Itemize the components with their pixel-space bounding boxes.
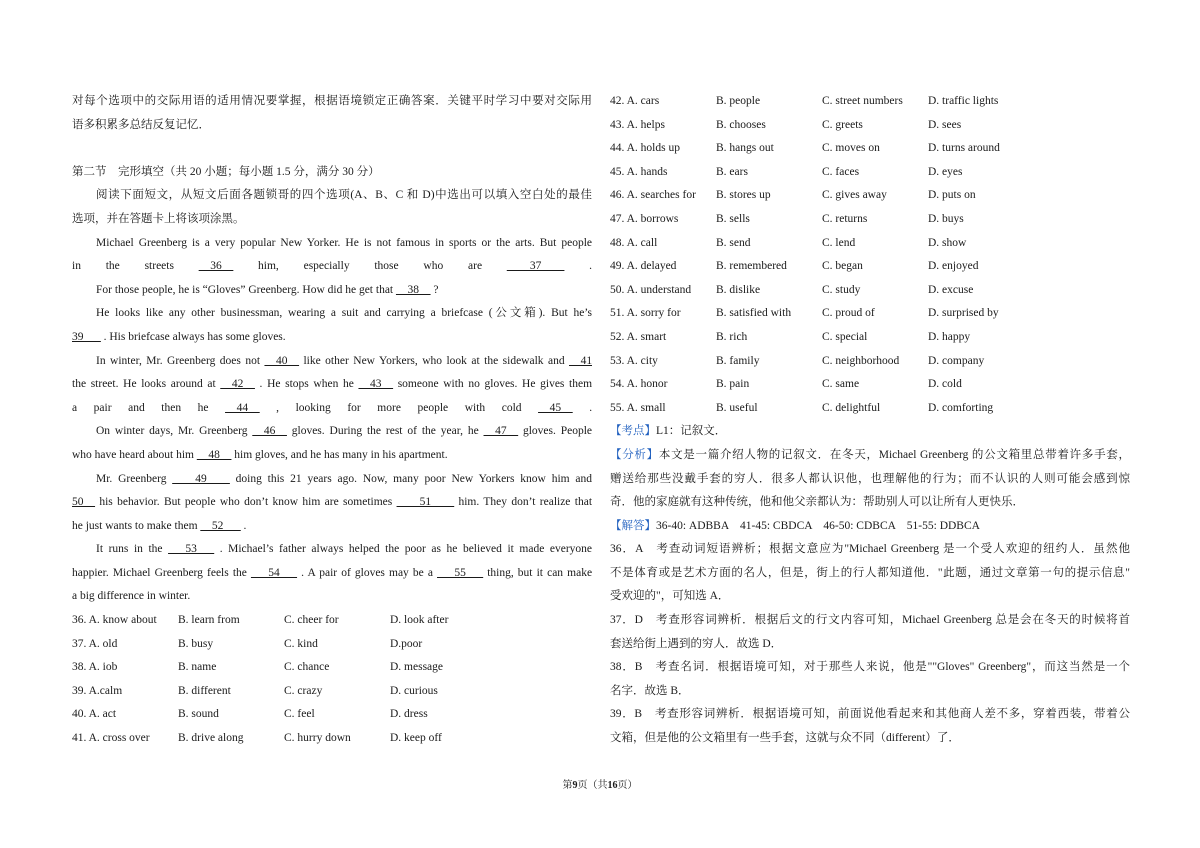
option-c: C. kind — [284, 637, 318, 650]
footer-prefix: 第 — [562, 780, 573, 791]
fenxi-text: 本文是一篇介绍人物的记叙文．在冬天，Michael Greenberg 的公文箱里总带着许多手套， — [658, 448, 1130, 461]
passage-text: someone with no gloves. He gives them — [397, 378, 592, 391]
passage-line — [72, 562, 592, 586]
passage-text: He looks like any other businessman, wearing a suit and carrying a briefcase (公文箱). But he’s — [96, 307, 592, 320]
passage-text: him gloves, and he has many in his apartment. — [234, 448, 448, 461]
blank: __42__ — [220, 378, 255, 391]
option-c: C. street numbers — [822, 95, 903, 107]
passage-line — [72, 444, 592, 468]
section-title: 第二节 完形填空（共 20 小题；每小题 1.5 分，满分 30 分） — [72, 165, 380, 178]
passage-text: arts. But people — [515, 236, 592, 249]
option-d: D. cold — [928, 378, 962, 391]
option-c: C. same — [822, 378, 860, 391]
option-row — [72, 703, 592, 727]
passage-text: ? — [433, 283, 439, 296]
option-b: B. busy — [178, 637, 214, 650]
kaodian-text: L1：记叙文． — [656, 425, 727, 438]
blank: 39___ — [72, 330, 101, 343]
option-b: B. stores up — [716, 189, 771, 202]
option-row — [610, 161, 1130, 185]
blank: ____51____ — [396, 496, 455, 509]
passage-line — [72, 585, 592, 609]
left-options-list — [72, 609, 592, 751]
blank: __45__ — [538, 401, 573, 414]
option-c: C. returns — [822, 212, 868, 225]
option-a: 43. A. helps — [610, 118, 665, 131]
option-d: D. buys — [928, 212, 964, 225]
explanation-line: 39．B 考查形容词辨析．根据语境可知，前面说他看起来和其他商人差不多，穿着西装，带着公 — [610, 708, 1130, 721]
passage-text: him, especially those who are — [258, 260, 483, 273]
passage-line — [72, 420, 592, 444]
option-a: 46. A. searches for — [610, 189, 696, 202]
option-b: B. dislike — [716, 283, 761, 296]
explanation-line: 不是体育或是艺术方面的名人，但是，街上的行人都知道他．"此题，通过文章第一句的提示信息" — [610, 566, 1130, 579]
passage-line — [72, 255, 592, 279]
blank: ____49____ — [172, 472, 230, 485]
passage-text: , looking for more people with cold — [276, 401, 522, 414]
option-c: C. moves on — [822, 142, 880, 155]
option-b: B. useful — [716, 401, 758, 414]
option-a: 44. A. holds up — [610, 142, 680, 155]
option-row — [610, 302, 1130, 326]
fenxi-line: 赠送给那些没戴手套的穷人．很多人都认识他，也理解他的行为；而不认识的人则可能会感到惊 — [610, 472, 1130, 485]
option-row — [72, 633, 592, 657]
passage-text: Mr. Greenberg — [96, 472, 167, 485]
option-a: 47. A. borrows — [610, 212, 679, 225]
answer-explanations — [610, 538, 1130, 750]
passage-text: like other New Yorkers, who look at the sidewalk and — [303, 354, 565, 367]
explanation-line: 36．A 考查动词短语辨析；根据文意应为"Michael Greenberg 是一个受人欢迎的纽约人．虽然他 — [610, 543, 1130, 556]
passage-line — [72, 232, 592, 256]
passage-line — [72, 373, 592, 397]
blank: __40__ — [264, 354, 300, 367]
right-column — [610, 90, 1130, 751]
option-b: B. family — [716, 354, 760, 367]
option-a: 53. A. city — [610, 354, 658, 367]
option-row — [610, 184, 1130, 208]
blank: __41 — [569, 354, 592, 367]
option-c: C. crazy — [284, 684, 323, 697]
passage-line — [72, 326, 592, 350]
passage-line — [72, 302, 592, 326]
option-a: 39. A.calm — [72, 684, 123, 697]
option-b: B. people — [716, 95, 761, 107]
passage-text: . Michael’s father always helped the poor as he believed it made everyone — [219, 543, 592, 556]
blank: __43__ — [358, 378, 394, 391]
right-options-list — [610, 90, 1130, 420]
option-d: D. message — [390, 661, 444, 674]
option-b: B. remembered — [716, 260, 787, 273]
blank: 50__ — [72, 496, 95, 509]
blank: __52___ — [200, 519, 241, 532]
passage-text: thing, but it can make — [487, 566, 592, 579]
passage-line — [72, 350, 592, 374]
option-c: C. began — [822, 260, 863, 273]
option-d: D. company — [928, 354, 985, 367]
option-c: C. greets — [822, 118, 863, 131]
passage-text: who have heard about him — [72, 448, 194, 461]
option-a: 49. A. delayed — [610, 260, 677, 273]
option-row — [72, 727, 592, 751]
blank: __38__ — [396, 283, 431, 296]
option-d: D. happy — [928, 330, 971, 343]
passage-text: . — [243, 519, 247, 532]
fenxi-line: 奇．他的家庭就有这种传统，他和他父亲都认为：帮助别人可以让所有人更快乐． — [610, 496, 1024, 509]
option-row — [610, 232, 1130, 256]
option-a: 54. A. honor — [610, 378, 668, 391]
option-d: D. show — [928, 236, 967, 249]
blank: ___53___ — [168, 543, 215, 556]
intro-line: 对每个选项中的交际用语的适用情况要掌握，根据语境锁定正确答案．关键平时学习中要对交际用 — [72, 95, 592, 107]
option-d: D. eyes — [928, 165, 963, 178]
page-footer — [0, 776, 1200, 791]
passage-text: happier. Michael Greenberg feels the — [72, 566, 247, 579]
option-row — [610, 90, 1130, 114]
left-column — [72, 90, 592, 751]
option-d: D. enjoyed — [928, 260, 979, 273]
option-c: C. delightful — [822, 401, 881, 414]
option-a: 37. A. old — [72, 637, 118, 650]
kaodian-line — [610, 420, 1130, 444]
option-b: B. rich — [716, 330, 748, 343]
intro-line: 语多积累多总结反复记忆． — [72, 118, 210, 131]
option-b: B. chooses — [716, 118, 766, 131]
explanation-line: 名字．故选 B． — [610, 684, 690, 697]
passage-text: he just wants to make them — [72, 519, 198, 532]
option-a: 38. A. iob — [72, 661, 118, 674]
option-c: C. gives away — [822, 189, 887, 202]
explanation-line: 套送给街上遇到的穷人．故选 D． — [610, 637, 783, 650]
blank: __44__ — [225, 401, 260, 414]
instruction-line: 阅读下面短文，从短文后面各题锁哥的四个选项(A、B、C 和 D)中选出可以填入空白处的最佳 — [96, 189, 592, 202]
passage-text: . — [589, 401, 592, 414]
passage-text: For those people, he is “Gloves” Greenberg. How did he get that — [96, 283, 394, 296]
passage-text: On winter days, Mr. Greenberg — [96, 425, 248, 438]
option-row — [610, 373, 1130, 397]
option-c: C. study — [822, 283, 861, 296]
option-d: D. comforting — [928, 401, 994, 414]
passage-line — [72, 397, 592, 421]
option-c: C. chance — [284, 661, 330, 674]
passage-text: . — [589, 260, 592, 273]
option-c: C. hurry down — [284, 732, 351, 745]
option-a: 51. A. sorry for — [610, 307, 681, 320]
option-row — [610, 326, 1130, 350]
option-a: 42. A. cars — [610, 95, 660, 107]
option-b: B. satisfied with — [716, 307, 792, 320]
passage-line — [72, 279, 592, 303]
option-c: C. proud of — [822, 307, 875, 320]
option-row — [610, 114, 1130, 138]
explanation-line: 受欢迎的"，可知选 A． — [610, 590, 730, 603]
passage-text: doing this 21 years ago. Now, many poor New Yorkers know him and — [235, 472, 592, 485]
passage-text: . He stops when he — [259, 378, 354, 391]
option-a: 55. A. small — [610, 401, 666, 414]
option-row — [610, 397, 1130, 421]
blank: __48__ — [196, 448, 232, 461]
passage-text: in the streets — [72, 260, 174, 273]
blank: ____37____ — [506, 260, 565, 273]
option-d: D. keep off — [390, 732, 442, 745]
explanation-line: 文箱，但是他的公文箱里有一些手套，这就与众不同（different）了． — [610, 732, 960, 745]
option-c: C. neighborhood — [822, 354, 900, 367]
option-a: 36. A. know about — [72, 614, 157, 627]
footer-suffix: 页） — [617, 780, 638, 791]
blank: __46__ — [252, 425, 287, 438]
option-row — [610, 279, 1130, 303]
option-a: 48. A. call — [610, 236, 658, 249]
option-row — [610, 208, 1130, 232]
passage-line — [72, 538, 592, 562]
option-b: B. hangs out — [716, 142, 774, 155]
passage-text: his behavior. But people who don’t know him are sometimes — [99, 496, 393, 509]
option-a: 50. A. understand — [610, 283, 692, 296]
option-d: D. curious — [390, 684, 438, 697]
blank: __36__ — [198, 260, 234, 273]
passage-text: . His briefcase always has some gloves. — [103, 330, 286, 343]
option-b: B. sells — [716, 212, 750, 225]
option-b: B. drive along — [178, 732, 244, 745]
option-b: B. ears — [716, 165, 748, 178]
option-d: D. puts on — [928, 189, 976, 202]
passage-line — [72, 468, 592, 492]
passage-text: a pair and then he — [72, 401, 209, 414]
passage-text: Michael Greenberg is a very popular New Yorker. He is not famous in sports or the — [96, 236, 511, 249]
option-row — [72, 656, 592, 680]
option-d: D. dress — [390, 708, 428, 721]
option-a: 45. A. hands — [610, 165, 668, 178]
page-number: 9 — [572, 780, 578, 791]
instruction-line: 选项，并在答题卡上将该项涂黑。 — [72, 212, 245, 225]
option-a: 40. A. act — [72, 708, 117, 721]
option-d: D. traffic lights — [928, 95, 999, 107]
option-row — [610, 137, 1130, 161]
passage-text: It runs in the — [96, 543, 163, 556]
option-row — [72, 609, 592, 633]
explanation-line: 38．B 考查名词．根据语境可知，对于那些人来说，他是""Gloves" Greenberg"，而这当然是一个 — [610, 661, 1130, 674]
option-row — [610, 255, 1130, 279]
kaodian-tag: 【考点】 — [610, 425, 656, 438]
passage-line — [72, 515, 592, 539]
option-d: D.poor — [390, 637, 423, 650]
option-b: B. name — [178, 661, 217, 674]
total-pages: 16 — [607, 780, 618, 791]
option-c: C. special — [822, 330, 868, 343]
option-b: B. pain — [716, 378, 750, 391]
option-row — [72, 680, 592, 704]
fenxi-line — [610, 444, 1130, 468]
blank: __47__ — [483, 425, 519, 438]
explanation-line: 37．D 考查形容词辨析．根据后文的行文内容可知，Michael Greenberg 总是会在冬天的时候将首 — [610, 614, 1130, 627]
option-d: D. surprised by — [928, 307, 999, 320]
option-c: C. cheer for — [284, 614, 339, 627]
option-d: D. sees — [928, 118, 962, 131]
blank: ___55___ — [437, 566, 484, 579]
passage-text: the street. He looks around at — [72, 378, 216, 391]
option-d: D. look after — [390, 614, 449, 627]
option-a: 52. A. smart — [610, 330, 667, 343]
jieda-line — [610, 515, 1130, 539]
footer-middle: 页（共 — [577, 780, 608, 791]
option-d: D. excuse — [928, 283, 974, 296]
option-d: D. turns around — [928, 142, 1000, 155]
option-b: B. different — [178, 684, 231, 697]
blank: ___54___ — [251, 566, 297, 579]
passage-text: gloves. During the rest of the year, he — [291, 425, 479, 438]
passage-text: a big difference in winter. — [72, 590, 191, 603]
passage-text: gloves. People — [522, 425, 592, 438]
passage-text: In winter, Mr. Greenberg does not — [96, 354, 261, 367]
passage-line — [72, 491, 592, 515]
cloze-passage — [72, 232, 592, 610]
jieda-text: 36-40: ADBBA 41-45: CBDCA 46-50: CDBCA 51-55: DDBCA — [656, 519, 980, 532]
option-a: 41. A. cross over — [72, 732, 150, 745]
passage-text: him. They don’t realize that — [458, 496, 592, 509]
jieda-tag: 【解答】 — [610, 519, 656, 532]
option-c: C. lend — [822, 236, 856, 249]
fenxi-tag: 【分析】 — [610, 448, 659, 461]
option-c: C. faces — [822, 165, 860, 178]
option-b: B. send — [716, 236, 751, 249]
option-b: B. learn from — [178, 614, 240, 627]
option-c: C. feel — [284, 708, 315, 721]
option-row — [610, 350, 1130, 374]
passage-text: . A pair of gloves may be a — [301, 566, 433, 579]
option-b: B. sound — [178, 708, 219, 721]
